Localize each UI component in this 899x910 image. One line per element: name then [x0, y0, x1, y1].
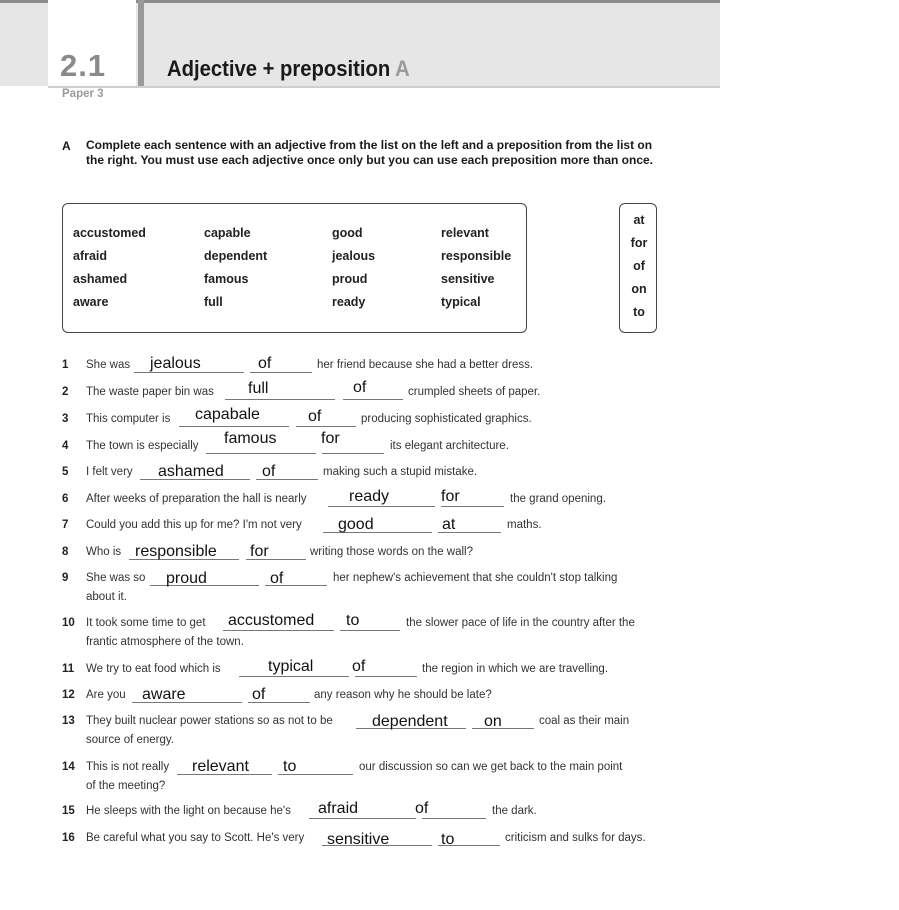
sentence-start: Be careful what you say to Scott. He's very: [86, 832, 305, 844]
adjective-item: accustomed: [73, 226, 146, 240]
answer-adjective[interactable]: good: [338, 516, 374, 533]
answer-blank-adjective[interactable]: [239, 676, 349, 677]
answer-blank-adjective[interactable]: [309, 818, 416, 819]
unit-title-text: Adjective + preposition: [167, 56, 391, 81]
sentence-start: After weeks of preparation the hall is nearly: [86, 493, 307, 505]
answer-blank-preposition[interactable]: [322, 453, 384, 454]
answer-preposition[interactable]: for: [441, 488, 460, 505]
answer-preposition[interactable]: of: [262, 463, 276, 480]
sentence-end: the slower pace of life in the country after the: [406, 617, 635, 629]
instruction-text: Complete each sentence with an adjective from the list on the left and a preposition from the list on the right. You must use each adjective once only but you can use each preposition more than once.: [86, 138, 654, 167]
answer-adjective[interactable]: famous: [224, 430, 277, 447]
answer-blank-adjective[interactable]: [179, 426, 289, 427]
section-letter: A: [62, 139, 71, 153]
sentence-start: It took some time to get: [86, 617, 206, 629]
preposition-item: on: [631, 282, 647, 296]
question-number: 16: [62, 832, 75, 844]
question-number: 13: [62, 715, 75, 727]
sentence-end: making such a stupid mistake.: [323, 466, 478, 478]
sentence-start: Could you add this up for me? I'm not very: [86, 519, 302, 531]
sentence-end: coal as their main: [539, 715, 630, 727]
sentence-end: her friend because she had a better dress.: [317, 359, 534, 371]
answer-blank-adjective[interactable]: [225, 399, 335, 400]
answer-blank-adjective[interactable]: [223, 630, 334, 631]
sentence-start: They built nuclear power stations so as not to be: [86, 715, 333, 727]
sentence-start: This is not really: [86, 761, 170, 773]
sentence-start: Are you: [86, 689, 126, 701]
sentence-end: writing those words on the wall?: [310, 546, 473, 558]
preposition-item: for: [630, 236, 648, 250]
adjective-item: sensitive: [441, 272, 495, 286]
question-number: 9: [62, 572, 69, 584]
answer-adjective[interactable]: aware: [142, 686, 186, 703]
answer-adjective[interactable]: sensitive: [327, 831, 390, 848]
answer-blank-preposition[interactable]: [422, 818, 486, 819]
answer-preposition[interactable]: of: [270, 570, 284, 587]
adjective-item: afraid: [73, 249, 108, 263]
sentence-end: her nephew's achievement that she couldn't stop talking: [333, 572, 618, 584]
answer-blank-preposition[interactable]: [343, 399, 403, 400]
answer-adjective[interactable]: ashamed: [158, 463, 224, 480]
answer-preposition[interactable]: to: [283, 758, 297, 775]
answer-preposition[interactable]: of: [308, 408, 322, 425]
question-number: 10: [62, 617, 75, 629]
adjective-item: full: [204, 295, 223, 309]
adjective-item: responsible: [441, 249, 512, 263]
sentence-continuation: frantic atmosphere of the town.: [86, 636, 244, 648]
header-divider: [138, 0, 144, 86]
answer-blank-preposition[interactable]: [296, 426, 356, 427]
question-number: 3: [62, 413, 69, 425]
answer-preposition[interactable]: of: [415, 800, 429, 817]
answer-blank-adjective[interactable]: [328, 506, 435, 507]
answer-adjective[interactable]: proud: [166, 570, 207, 587]
adjective-item: ashamed: [73, 272, 128, 286]
unit-number: 2.1: [60, 48, 107, 83]
preposition-item: at: [633, 213, 645, 227]
answer-preposition[interactable]: at: [442, 516, 456, 533]
question-number: 4: [62, 440, 69, 452]
answer-preposition[interactable]: for: [250, 543, 269, 560]
answer-adjective[interactable]: jealous: [150, 355, 201, 372]
sentence-start: This computer is: [86, 413, 171, 425]
sentence-start: Who is: [86, 546, 122, 558]
unit-title: [167, 56, 410, 82]
adjective-item: famous: [204, 272, 249, 286]
sentence-end: producing sophisticated graphics.: [361, 413, 532, 425]
adjective-list-box: [62, 203, 527, 333]
answer-blank-preposition[interactable]: [355, 676, 417, 677]
sentence-start: We try to eat food which is: [86, 663, 221, 675]
sentence-end: its elegant architecture.: [390, 440, 509, 452]
sentence-end: the grand opening.: [510, 493, 606, 505]
sentence-end: maths.: [507, 519, 542, 531]
answer-blank-adjective[interactable]: [206, 453, 316, 454]
adjective-item: jealous: [332, 249, 376, 263]
preposition-item: to: [633, 305, 645, 319]
answer-preposition[interactable]: to: [346, 612, 360, 629]
question-number: 11: [62, 663, 75, 675]
answer-preposition[interactable]: to: [441, 831, 455, 848]
question-number: 7: [62, 519, 69, 531]
sentence-start: I felt very: [86, 466, 133, 478]
answer-preposition[interactable]: of: [252, 686, 266, 703]
preposition-item: of: [633, 259, 645, 273]
sentence-start: He sleeps with the light on because he's: [86, 805, 291, 817]
preposition-list-box: [619, 203, 657, 333]
answer-adjective[interactable]: full: [248, 380, 269, 397]
answer-adjective[interactable]: responsible: [135, 543, 217, 560]
answer-adjective[interactable]: ready: [349, 488, 390, 505]
answer-adjective[interactable]: typical: [268, 658, 314, 675]
answer-adjective[interactable]: dependent: [372, 713, 448, 730]
answer-preposition[interactable]: of: [352, 658, 366, 675]
adjective-item: proud: [332, 272, 368, 286]
question-number: 6: [62, 493, 69, 505]
sentence-continuation: source of energy.: [86, 734, 175, 746]
question-number: 1: [62, 359, 69, 371]
answer-blank-preposition[interactable]: [441, 506, 504, 507]
sentence-end: the dark.: [492, 805, 537, 817]
answer-preposition[interactable]: on: [484, 713, 502, 730]
unit-title-suffix: A: [395, 56, 410, 81]
answer-preposition[interactable]: for: [321, 430, 340, 447]
question-number: 5: [62, 466, 69, 478]
adjective-item: ready: [332, 295, 366, 309]
adjective-item: capable: [204, 226, 251, 240]
answer-adjective[interactable]: relevant: [192, 758, 249, 775]
answer-adjective[interactable]: capabale: [195, 406, 260, 423]
adjective-item: dependent: [204, 249, 268, 263]
answer-preposition[interactable]: of: [258, 355, 272, 372]
adjective-item: typical: [441, 295, 481, 309]
adjective-item: relevant: [441, 226, 489, 240]
question-number: 15: [62, 805, 75, 817]
sentence-end: our discussion so can we get back to the main point: [359, 761, 623, 773]
sentence-start: The waste paper bin was: [86, 386, 214, 398]
sentence-start: She was so: [86, 572, 146, 584]
sentence-end: criticism and sulks for days.: [505, 832, 646, 844]
question-number: 8: [62, 546, 69, 558]
answer-blank-preposition[interactable]: [472, 728, 534, 729]
sentence-start: The town is especially: [86, 440, 199, 452]
sentence-start: She was: [86, 359, 131, 371]
answer-preposition[interactable]: of: [353, 379, 367, 396]
header-rule: [48, 86, 720, 88]
sentence-end: crumpled sheets of paper.: [408, 386, 541, 398]
sentence-continuation: about it.: [86, 591, 127, 603]
paper-label: Paper 3: [62, 88, 104, 100]
adjective-item: aware: [73, 295, 109, 309]
adjective-item: good: [332, 226, 363, 240]
answer-adjective[interactable]: afraid: [318, 800, 359, 817]
sentence-end: any reason why he should be late?: [314, 689, 492, 701]
question-number: 14: [62, 761, 75, 773]
question-number: 2: [62, 386, 69, 398]
answer-blank-preposition[interactable]: [340, 630, 400, 631]
sentence-continuation: of the meeting?: [86, 780, 166, 792]
question-number: 12: [62, 689, 75, 701]
sentence-end: the region in which we are travelling.: [422, 663, 609, 675]
answer-adjective[interactable]: accustomed: [228, 612, 315, 629]
